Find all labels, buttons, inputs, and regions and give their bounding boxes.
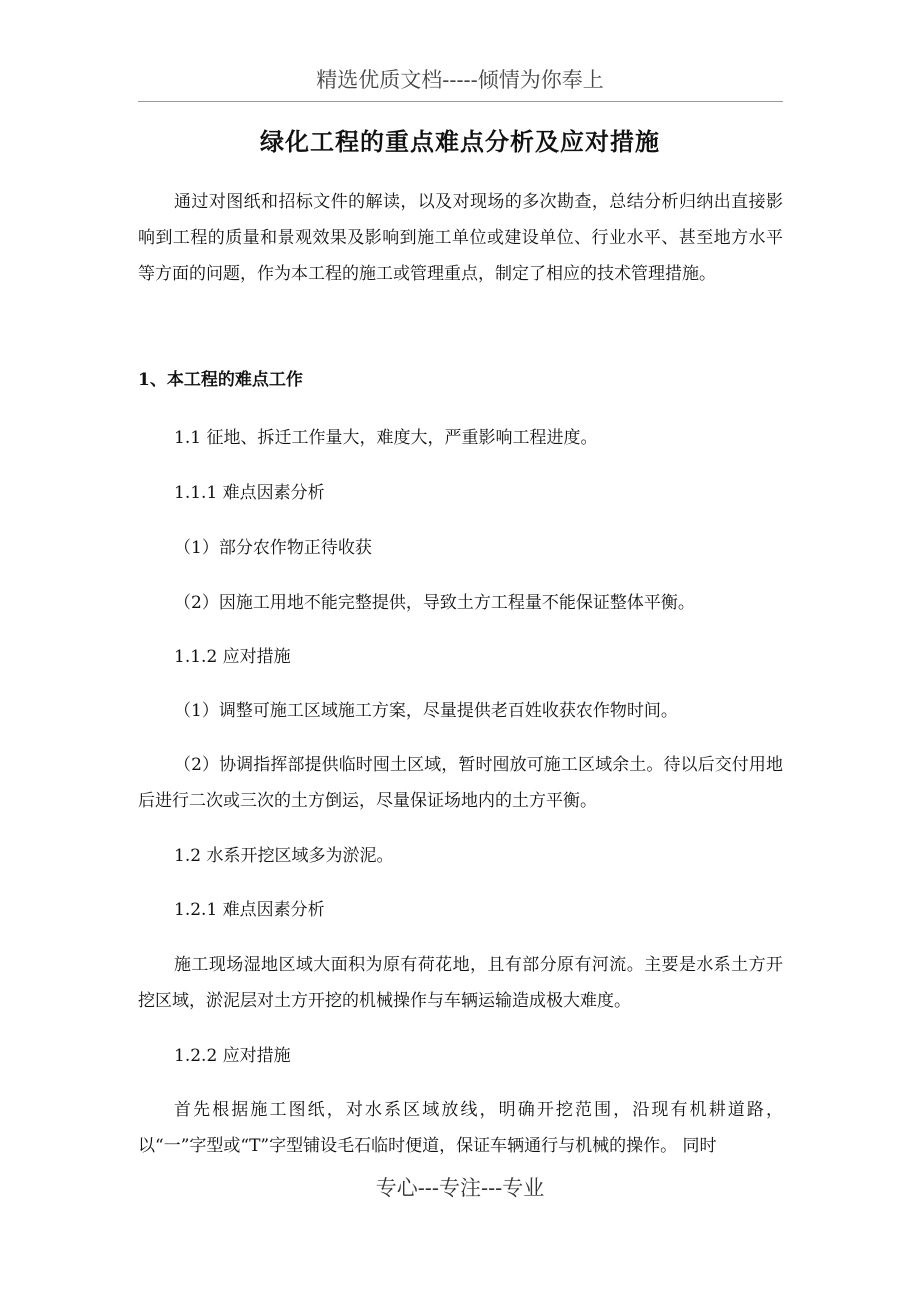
subsection-1-1: 1.1 征地、拆迁工作量大，难度大，严重影响工程进度。 xyxy=(174,428,598,448)
list-item-1-1-2-b: （2）协调指挥部提供临时囤土区域，暂时囤放可施工区域余土。待以后交付用地后进行二次或三次的土方倒运，尽量保证场地内的土方平衡。 xyxy=(138,755,783,811)
paragraph-1-2-2: 首先根据施工图纸，对水系区域放线，明确开挖范围，沿现有机耕道路，以“一”字型或“T”字型铺设毛石临时便道，保证车辆通行与机械的操作。 同时 xyxy=(138,1100,783,1156)
list-item-1-1-1-b: （2）因施工用地不能完整提供，导致土方工程量不能保证整体平衡。 xyxy=(174,593,695,613)
paragraph-1-2-1: 施工现场湿地区域大面积为原有荷花地，且有部分原有河流。主要是水系土方开挖区域，淤泥层对土方开挖的机械操作与车辆运输造成极大难度。 xyxy=(138,955,783,1011)
subsection-1-2: 1.2 水系开挖区域多为淤泥。 xyxy=(174,846,394,866)
header-divider xyxy=(138,101,783,102)
page-header: 精选优质文档-----倾情为你奉上 xyxy=(316,68,604,92)
section-heading-1: 1、本工程的难点工作 xyxy=(138,370,303,390)
subsection-1-2-2: 1.2.2 应对措施 xyxy=(174,1046,291,1066)
document-title: 绿化工程的重点难点分析及应对措施 xyxy=(260,127,660,156)
intro-paragraph: 通过对图纸和招标文件的解读，以及对现场的多次勘查，总结分析归纳出直接影响到工程的质量和景观效果及影响到施工单位或建设单位、行业水平、甚至地方水平等方面的问题，作为本工程的施工或管理重点，制定了相应的技术管理措施。 xyxy=(138,192,783,284)
page-footer: 专心---专注---专业 xyxy=(375,1176,545,1200)
subsection-1-2-1: 1.2.1 难点因素分析 xyxy=(174,900,325,920)
subsection-1-1-1: 1.1.1 难点因素分析 xyxy=(174,483,325,503)
list-item-1-1-2-a: （1）调整可施工区域施工方案，尽量提供老百姓收获农作物时间。 xyxy=(174,701,678,721)
list-item-1-1-1-a: （1）部分农作物正待收获 xyxy=(174,538,372,558)
subsection-1-1-2: 1.1.2 应对措施 xyxy=(174,647,291,667)
